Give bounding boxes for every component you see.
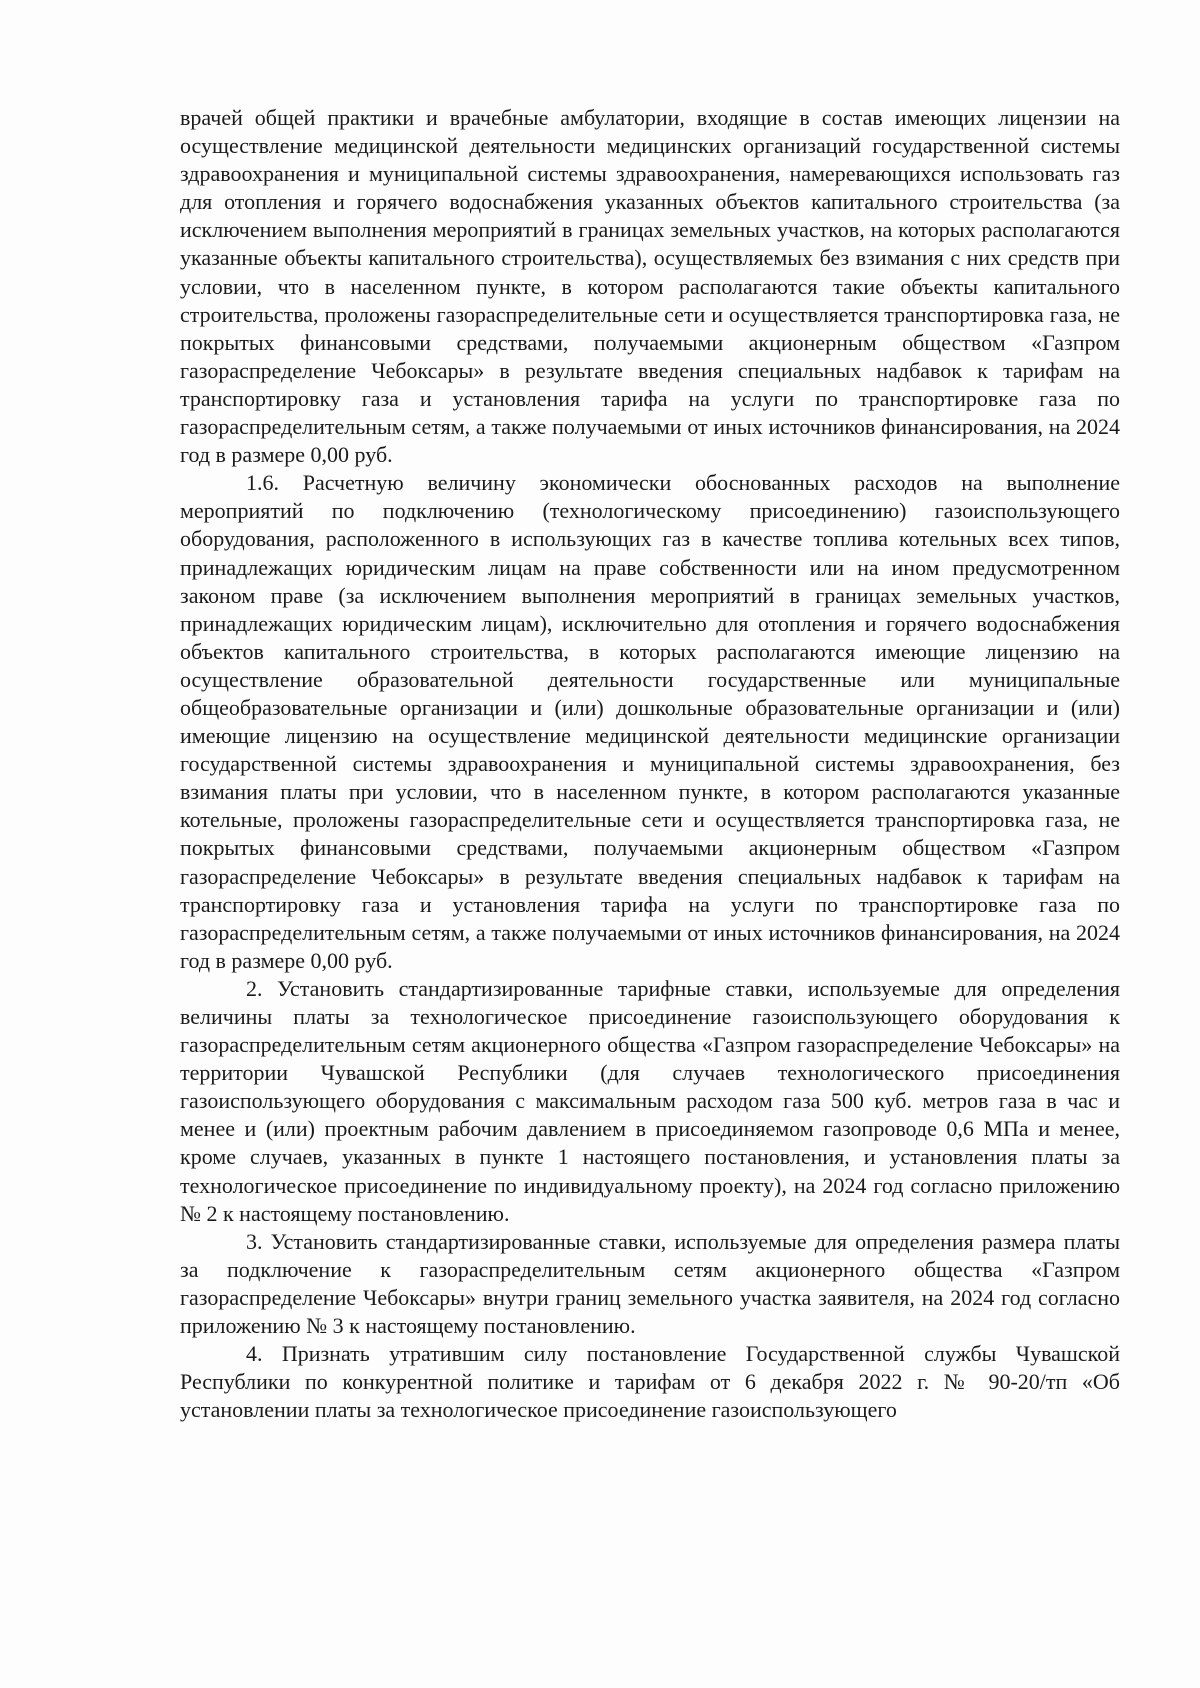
paragraph-continuation: врачей общей практики и врачебные амбулатории, входящие в состав имеющих лицензии на осуществление медицинской деятельности медицинских организаций государственной системы здравоохранения и муниципальной системы здравоохранения, намеревающихся использовать газ для отопления и горячего водоснабжения указанных объектов капитального строительства (за исключением выполнения мероприятий в границах земельных участков, на которых располагаются указанные объекты капитального строительства), осуществляемых без взимания с них средств при условии, что в населенном пункте, в котором располагаются такие объекты капитального строительства, проложены газораспределительные сети и осуществляется транспортировка газа, не покрытых финансовыми средствами, получаемыми акционерным обществом «Газпром газораспределение Чебоксары» в результате введения специальных надбавок к тарифам на транспортировку газа и установления тарифа на услуги по транспортировке газа по газораспределительным сетям, а также получаемыми от иных источников финансирования, на 2024 год в размере 0,00 руб. [180,105,1120,468]
paragraph-3: 3. Установить стандартизированные ставки, используемые для определения размера платы за подключение к газораспределительным сетям акционерного общества «Газпром газораспределение Чебоксары» внутри границ земельного участка заявителя, на 2024 год согласно приложению № 3 к настоящему постановлению. [180,1228,1120,1339]
paragraph-2: 2. Установить стандартизированные тарифные ставки, используемые для определения величины платы за технологическое присоединение газоиспользующего оборудования к газораспределительным сетям акционерного общества «Газпром газораспределение Чебоксары» на территории Чувашской Республики (для случаев технологического присоединения газоиспользующего оборудования с максимальным расходом газа 500 куб. метров газа в час и менее и (или) проектным рабочим давлением в присоединяемом газопроводе 0,6 МПа и менее, кроме случаев, указанных в пункте 1 настоящего постановления, и установления платы за технологическое присоединение по индивидуальному проекту), на 2024 год согласно приложению № 2 к настоящему постановлению. [180,975,1120,1226]
paragraph-4: 4. Признать утратившим силу постановление Государственной службы Чувашской Республики по конкурентной политике и тарифам от 6 декабря 2022 г. № 90-20/тп «Об установлении платы за технологическое присоединение газоиспользующего [180,1341,1120,1423]
document-body [180,104,1120,1424]
paragraph-1-6: 1.6. Расчетную величину экономически обоснованных расходов на выполнение мероприятий по подключению (технологическому присоединению) газоиспользующего оборудования, расположенного в использующих газ в качестве топлива котельных всех типов, принадлежащих юридическим лицам на праве собственности или на ином предусмотренном законом праве (за исключением выполнения мероприятий в границах земельных участков, принадлежащих юридическим лицам), исключительно для отопления и горячего водоснабжения объектов капитального строительства, в которых располагаются имеющие лицензию на осуществление образовательной деятельности государственные или муниципальные общеобразовательные организации и (или) дошкольные образовательные организации и (или) имеющие лицензию на осуществление медицинской деятельности медицинские организации государственной системы здравоохранения и муниципальной системы здравоохранения, без взимания платы при условии, что в населенном пункте, в котором располагаются указанные котельные, проложены газораспределительные сети и осуществляется транспортировка газа, не покрытых финансовыми средствами, получаемыми акционерным обществом «Газпром газораспределение Чебоксары» в результате введения специальных надбавок к тарифам на транспортировку газа и установления тарифа на услуги по транспортировке газа по газораспределительным сетям, а также получаемыми от иных источников финансирования, на 2024 год в размере 0,00 руб. [180,470,1120,973]
